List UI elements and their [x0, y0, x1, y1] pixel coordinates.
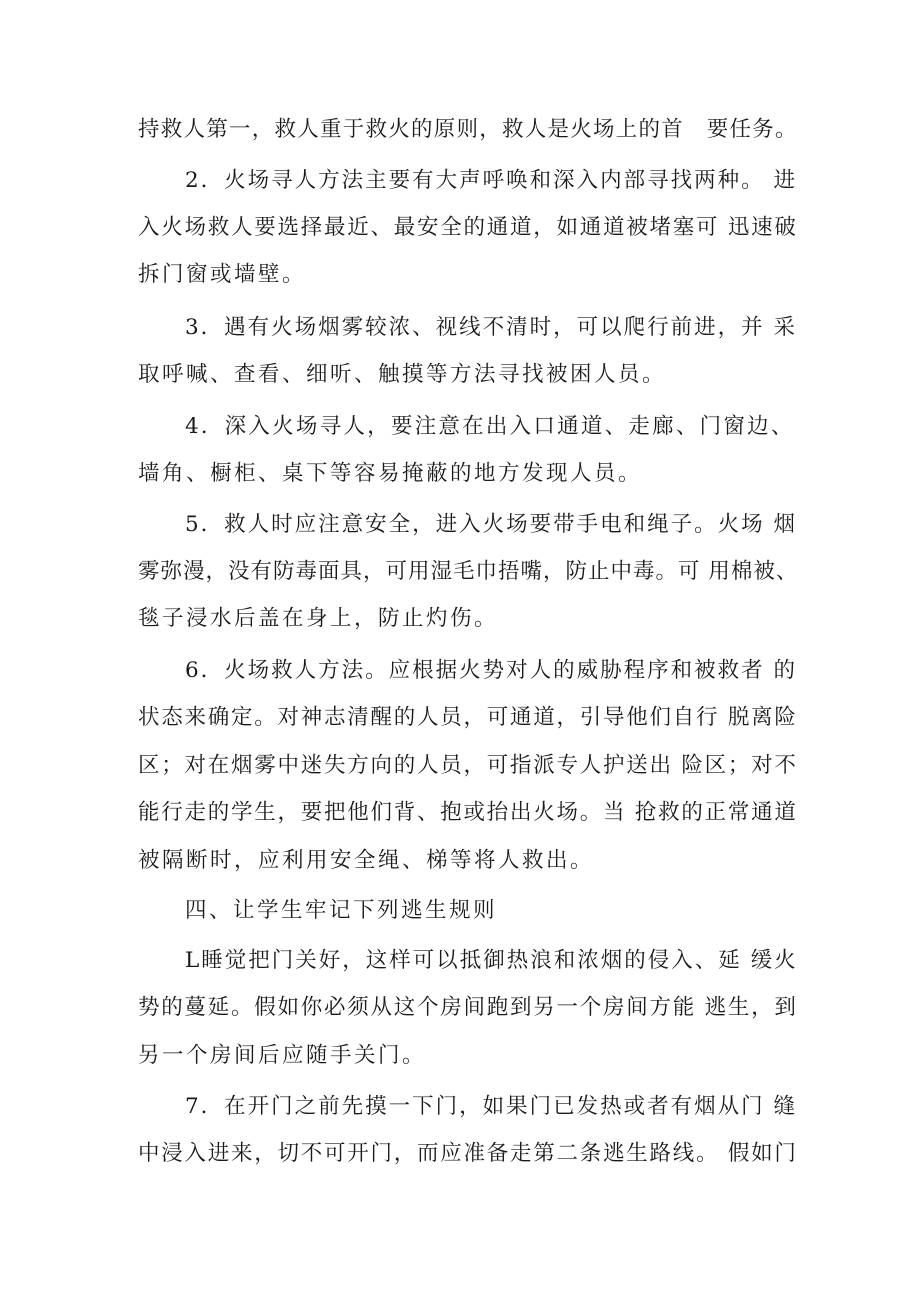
- text-line: 3．遇有火场烟雾较浓、视线不清时，可以爬行前进，并 采: [185, 315, 798, 340]
- section-heading: 四、让学生牢记下列逃生规则: [185, 898, 498, 923]
- text-line: 势的蔓延。假如你必须从这个房间跑到另一个房间方能 逃生，到: [138, 995, 798, 1020]
- text-line: 持救人第一，救人重于救火的原则，救人是火场上的首 要任务。: [138, 117, 798, 142]
- text-line: 6．火场救人方法。应根据火势对人的威胁程序和被救者 的: [185, 658, 798, 683]
- text-line: 雾弥漫，没有防毒面具，可用湿毛巾捂嘴，防止中毒。可 用棉被、: [138, 559, 799, 584]
- text-line: 5．救人时应注意安全，进入火场要带手电和绳子。火场 烟: [185, 512, 798, 537]
- text-line: 取呼喊、查看、细听、触摸等方法寻找被困人员。: [138, 362, 667, 387]
- text-line: 拆门窗或墙壁。: [138, 262, 307, 287]
- text-line: 状态来确定。对神志清醒的人员，可通道，引导他们自行 脱离险: [138, 705, 798, 730]
- text-line: 另一个房间后应随手关门。: [138, 1043, 427, 1068]
- text-line: 中浸入进来，切不可开门，而应准备走第二条逃生路线。 假如门: [138, 1141, 798, 1166]
- text-line: 毯子浸水后盖在身上，防止灼伤。: [138, 606, 499, 631]
- text-line: 入火场救人要选择最近、最安全的通道，如通道被堵塞可 迅速破: [138, 215, 798, 240]
- text-line: 墙角、橱柜、桌下等容易掩蔽的地方发现人员。: [138, 461, 643, 486]
- text-line: L睡觉把门关好，这样可以抵御热浪和浓烟的侵入、延 缓火: [185, 948, 798, 973]
- text-line: 能行走的学生，要把他们背、抱或抬出火场。当 抢救的正常通道: [138, 800, 798, 825]
- text-line: 区；对在烟雾中迷失方向的人员，可指派专人护送出 险区；对不: [138, 753, 798, 778]
- text-line: 7．在开门之前先摸一下门，如果门已发热或者有烟从门 缝: [185, 1094, 798, 1119]
- text-line: 被隔断时，应利用安全绳、梯等将人救出。: [138, 848, 595, 873]
- text-line: 2．火场寻人方法主要有大声呼唤和深入内部寻找两种。 进: [185, 168, 798, 193]
- text-line: 4．深入火场寻人，要注意在出入口通道、走廊、门窗边、: [185, 414, 795, 439]
